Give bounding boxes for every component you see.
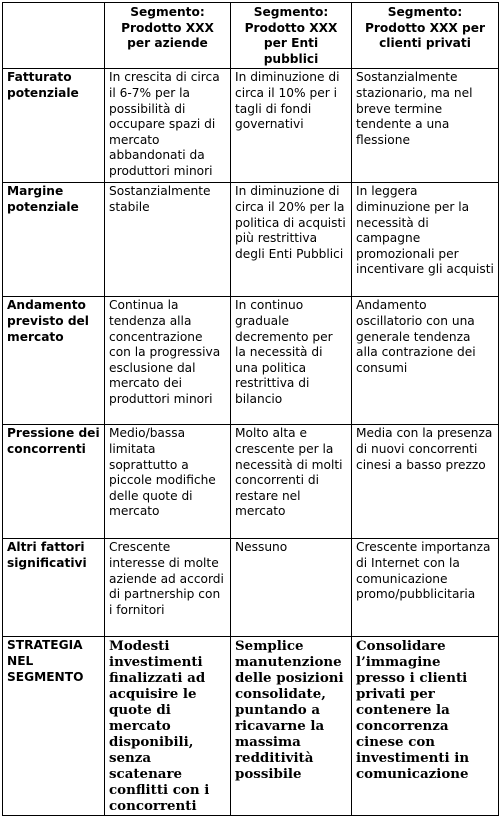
table-cell: In diminuzione di circa il 10% per i tagli di fondi governativi [231, 69, 352, 183]
table-cell: Sostanzialmente stabile [105, 183, 231, 297]
table-cell: In continuo graduale decremento per la necessità di una politica restrittiva di bilancio [231, 297, 352, 425]
table-cell: Consolidare l’immagine presso i clienti privati per contenere la concorrenza cinese con investimenti in comunicazione [352, 637, 499, 816]
header-enti-pubblici: Segmento: Prodotto XXX per Enti pubblici [231, 3, 352, 69]
table-cell: Andamento oscillatorio con una generale tendenza alla contrazione dei consumi [352, 297, 499, 425]
table-cell: Sostanzialmente stazionario, ma nel breve termine tendente a una flessione [352, 69, 499, 183]
table-row [3, 69, 499, 183]
table-cell: In crescita di circa il 6-7% per la possibilità di occupare spazi di mercato abbandonati da produttori minori [105, 69, 231, 183]
row-label-margine: Margine potenziale [3, 183, 105, 297]
table-row [3, 425, 499, 539]
table-cell: Media con la presenza di nuovi concorrenti cinesi a basso prezzo [352, 425, 499, 539]
table-cell: In leggera diminuzione per la necessità di campagne promozionali per incentivare gli acquisti [352, 183, 499, 297]
table-cell: In diminuzione di circa il 20% per la politica di acquisti più restrittiva degli Enti Pubblici [231, 183, 352, 297]
table-cell: Modesti investimenti finalizzati ad acquisire le quote di mercato disponibili, senza scatenare conflitti con i concorrenti [105, 637, 231, 816]
corner-cell [3, 3, 105, 69]
table-cell: Crescente interesse di molte aziende ad accordi di partnership con i fornitori [105, 539, 231, 637]
table-row [3, 297, 499, 425]
row-label-andamento: Andamento previsto del mercato [3, 297, 105, 425]
header-clienti-privati: Segmento: Prodotto XXX per clienti privati [352, 3, 499, 69]
row-label-strategia: STRATEGIA NEL SEGMENTO [3, 637, 105, 816]
header-aziende: Segmento: Prodotto XXX per aziende [105, 3, 231, 69]
row-label-altri-fattori: Altri fattori significativi [3, 539, 105, 637]
row-label-pressione: Pressione dei concorrenti [3, 425, 105, 539]
table-row [3, 539, 499, 637]
table-row [3, 183, 499, 297]
header-row [3, 3, 499, 69]
segment-strategy-table [2, 2, 499, 816]
table-cell: Molto alta e crescente per la necessità di molti concorrenti di restare nel mercato [231, 425, 352, 539]
table-cell: Nessuno [231, 539, 352, 637]
row-label-fatturato: Fatturato potenziale [3, 69, 105, 183]
table-row [3, 637, 499, 816]
table-cell: Crescente importanza di Internet con la comunicazione promo/pubblicitaria [352, 539, 499, 637]
table-cell: Semplice manutenzione delle posizioni consolidate, puntando a ricavarne la massima redditività possibile [231, 637, 352, 816]
table-cell: Continua la tendenza alla concentrazione con la progressiva esclusione dal mercato dei produttori minori [105, 297, 231, 425]
table-cell: Medio/bassa limitata soprattutto a piccole modifiche delle quote di mercato [105, 425, 231, 539]
